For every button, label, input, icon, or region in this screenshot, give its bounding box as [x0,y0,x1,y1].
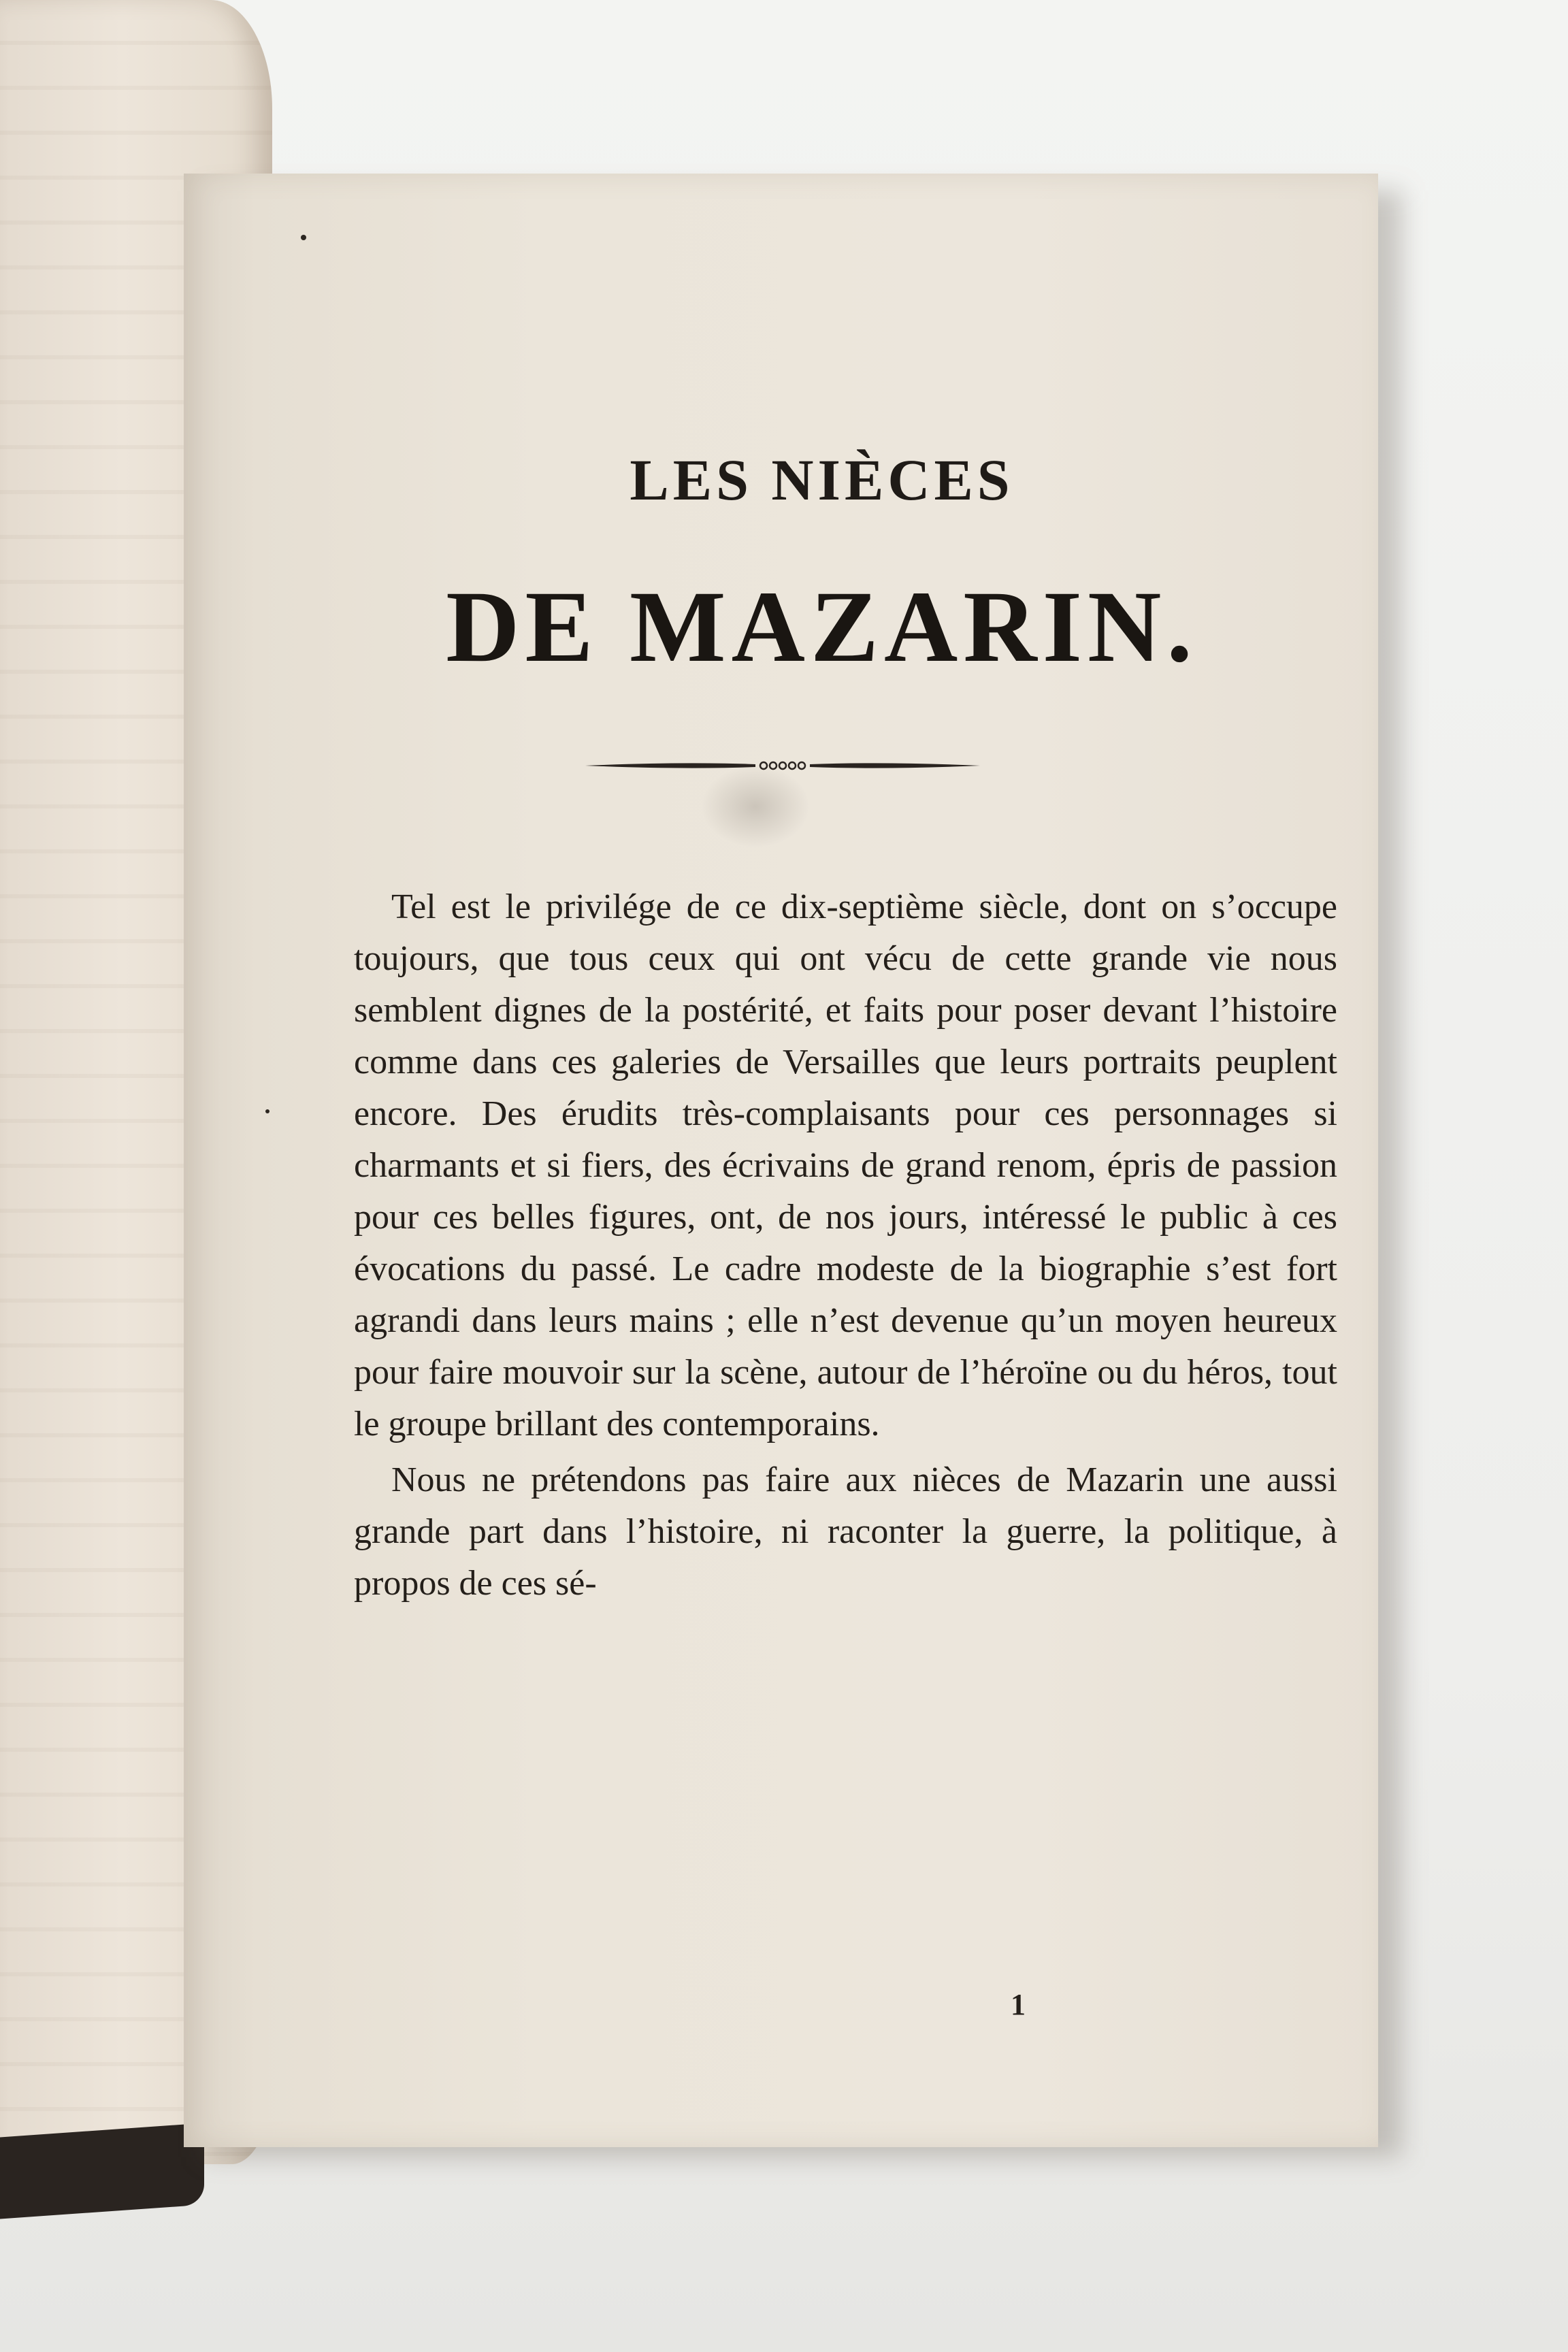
ink-speck [301,235,306,240]
ornament-divider [578,752,987,779]
title-line-2: DE MAZARIN. [446,570,1198,683]
page-number: 1 [1011,1988,1026,2021]
ink-speck [265,1109,270,1113]
body-text [354,881,1337,1614]
book-binding [0,2123,204,2219]
right-page [184,174,1378,2147]
paragraph-1: Tel est le privilége de ce dix-septième siècle, dont on s’occupe toujours, que tous ceux qui ont vécu de cette grande vie nous semblent dignes de la postérité, et faits pour poser devant l’histoire comme dans ces galeries de Versailles que leurs portraits peuplent encore. Des érudits très-complaisants pour ces personnages si charmants et si fiers, des écrivains de grand renom, épris de passion pour ces belles figures, ont, de nos jours, intéressé le public à ces évocations du passé. Le cadre modeste de la biographie s’est fort agrandi dans leurs mains ; elle n’est devenue qu’un moyen heureux pour faire mouvoir sur la scène, autour de l’héroïne ou du héros, tout le groupe brillant des contemporains. [354,887,1337,1443]
title-line-1: LES NIÈCES [630,447,1014,512]
paragraph-2: Nous ne prétendons pas faire aux nièces de Mazarin une aussi grande part dans l’histoire, ni raconter la guerre, la politique, à propos de ces sé- [354,1460,1337,1603]
